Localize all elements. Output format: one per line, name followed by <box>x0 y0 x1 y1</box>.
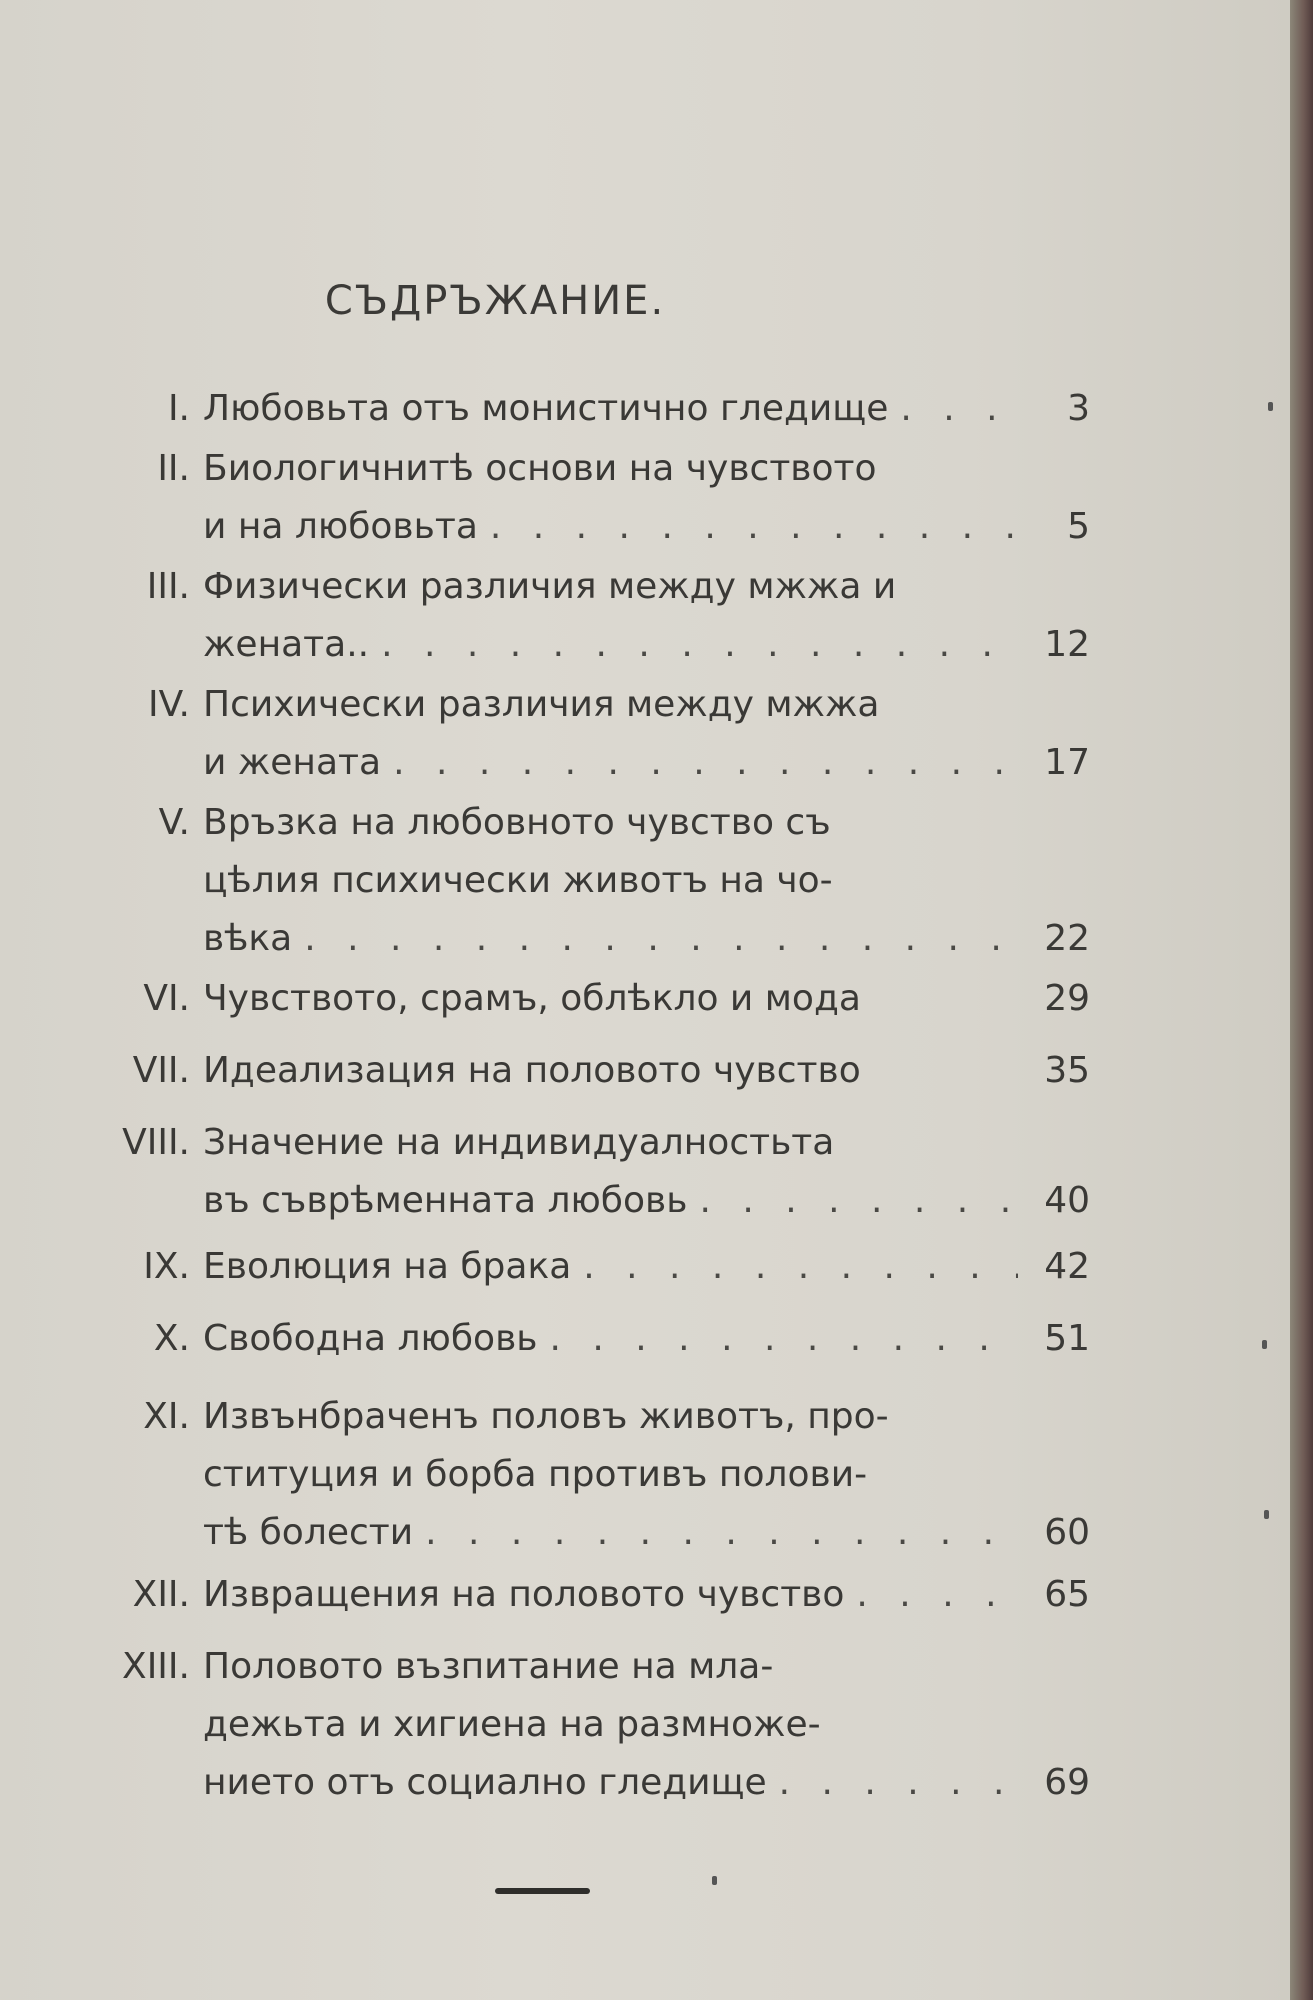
toc-entry-8 <box>115 1114 1090 1230</box>
entry-number: VIII. <box>122 1122 190 1163</box>
toc-entry-11 <box>115 1388 1090 1562</box>
entry-number: II. <box>157 448 190 489</box>
ink-speck <box>1264 1510 1269 1519</box>
leader-dots <box>699 1172 1018 1230</box>
entry-title: Свободна любовь <box>203 1318 538 1359</box>
entry-title-line: Физически различия между мжжа и <box>203 566 897 607</box>
ink-speck <box>1262 1340 1267 1349</box>
toc-entry-5 <box>115 794 1090 968</box>
leader-dots <box>900 380 1018 438</box>
toc-entry-7 <box>115 1042 1090 1100</box>
entry-title-line: нието отъ социално гледище <box>203 1762 767 1803</box>
entry-page: 5 <box>1067 506 1090 547</box>
toc-entry-6 <box>115 970 1090 1028</box>
entry-page: 12 <box>1044 624 1090 665</box>
book-spine-edge <box>1290 0 1313 2000</box>
entry-number: XIII. <box>122 1646 190 1687</box>
entry-number: XII. <box>132 1574 190 1615</box>
ink-speck <box>1268 402 1273 411</box>
entry-title-line: Значение на индивидуалностьта <box>203 1122 835 1163</box>
entry-title: Идеализация на половото чувство <box>203 1050 861 1091</box>
leader-dots <box>550 1310 1018 1368</box>
entry-title: Чувството, срамъ, облѣкло и мода <box>203 978 861 1019</box>
leader-dots <box>779 1754 1018 1812</box>
leader-dots <box>425 1504 1018 1562</box>
entry-page: 51 <box>1044 1318 1090 1359</box>
entry-title-line: цѣлия психически животъ на чо- <box>203 860 833 901</box>
entry-title: Еволюция на брака <box>203 1246 572 1287</box>
entry-number: IX. <box>143 1246 190 1287</box>
entry-page: 60 <box>1044 1512 1090 1553</box>
entry-page: 65 <box>1044 1574 1090 1615</box>
entry-title-line: и на любовьта <box>203 506 478 547</box>
entry-number: VI. <box>143 978 190 1019</box>
closing-rule <box>495 1888 590 1894</box>
entry-page: 17 <box>1044 742 1090 783</box>
toc-entry-9 <box>115 1238 1090 1296</box>
entry-title-line: жената.. <box>203 624 370 665</box>
entry-number: IV. <box>147 684 190 725</box>
toc-entry-10 <box>115 1310 1090 1368</box>
entry-page: 29 <box>1044 978 1090 1019</box>
entry-number: V. <box>158 802 190 843</box>
toc-entry-3 <box>115 558 1090 674</box>
toc-entry-4 <box>115 676 1090 792</box>
toc-entry-2 <box>115 440 1090 556</box>
entry-number: XI. <box>143 1396 190 1437</box>
entry-title: Извращения на половото чувство <box>203 1574 845 1615</box>
entry-number: I. <box>167 388 190 429</box>
entry-title-line: Връзка на любовното чувство съ <box>203 802 831 843</box>
entry-title: Любовьта отъ монистично гледище <box>203 388 889 429</box>
entry-page: 3 <box>1067 388 1090 429</box>
entry-title-line: Извънбраченъ половъ животъ, про- <box>203 1396 889 1437</box>
contents-title: СЪДРЪЖАНИЕ. <box>324 278 666 324</box>
toc-entry-1 <box>115 380 1090 438</box>
leader-dots <box>583 1238 1018 1296</box>
entry-page: 40 <box>1044 1180 1090 1221</box>
leader-dots <box>381 616 1018 674</box>
toc-entry-12 <box>115 1566 1090 1624</box>
entry-title-line: Психически различия между мжжа <box>203 684 880 725</box>
leader-dots <box>393 734 1018 792</box>
entry-title-line: въ съврѣменната любовь <box>203 1180 688 1221</box>
ink-speck <box>712 1876 717 1885</box>
leader-dots <box>856 1566 1018 1624</box>
entry-number: VII. <box>132 1050 190 1091</box>
entry-title-line: Половото възпитание на мла- <box>203 1646 774 1687</box>
entry-title-line: ституция и борба противъ полови- <box>203 1454 868 1495</box>
entry-page: 42 <box>1044 1246 1090 1287</box>
entry-number: III. <box>146 566 190 607</box>
entry-number: X. <box>153 1318 190 1359</box>
entry-title-line: дежьта и хигиена на размноже- <box>203 1704 821 1745</box>
entry-title-line: Биологичнитѣ основи на чувството <box>203 448 877 489</box>
toc-entry-13 <box>115 1638 1090 1812</box>
entry-page: 35 <box>1044 1050 1090 1091</box>
entry-page: 22 <box>1044 918 1090 959</box>
leader-dots <box>304 910 1018 968</box>
entry-page: 69 <box>1044 1762 1090 1803</box>
entry-title-line: вѣка <box>203 918 293 959</box>
entry-title-line: тѣ болести <box>203 1512 414 1553</box>
entry-title-line: и жената <box>203 742 382 783</box>
leader-dots <box>490 498 1018 556</box>
